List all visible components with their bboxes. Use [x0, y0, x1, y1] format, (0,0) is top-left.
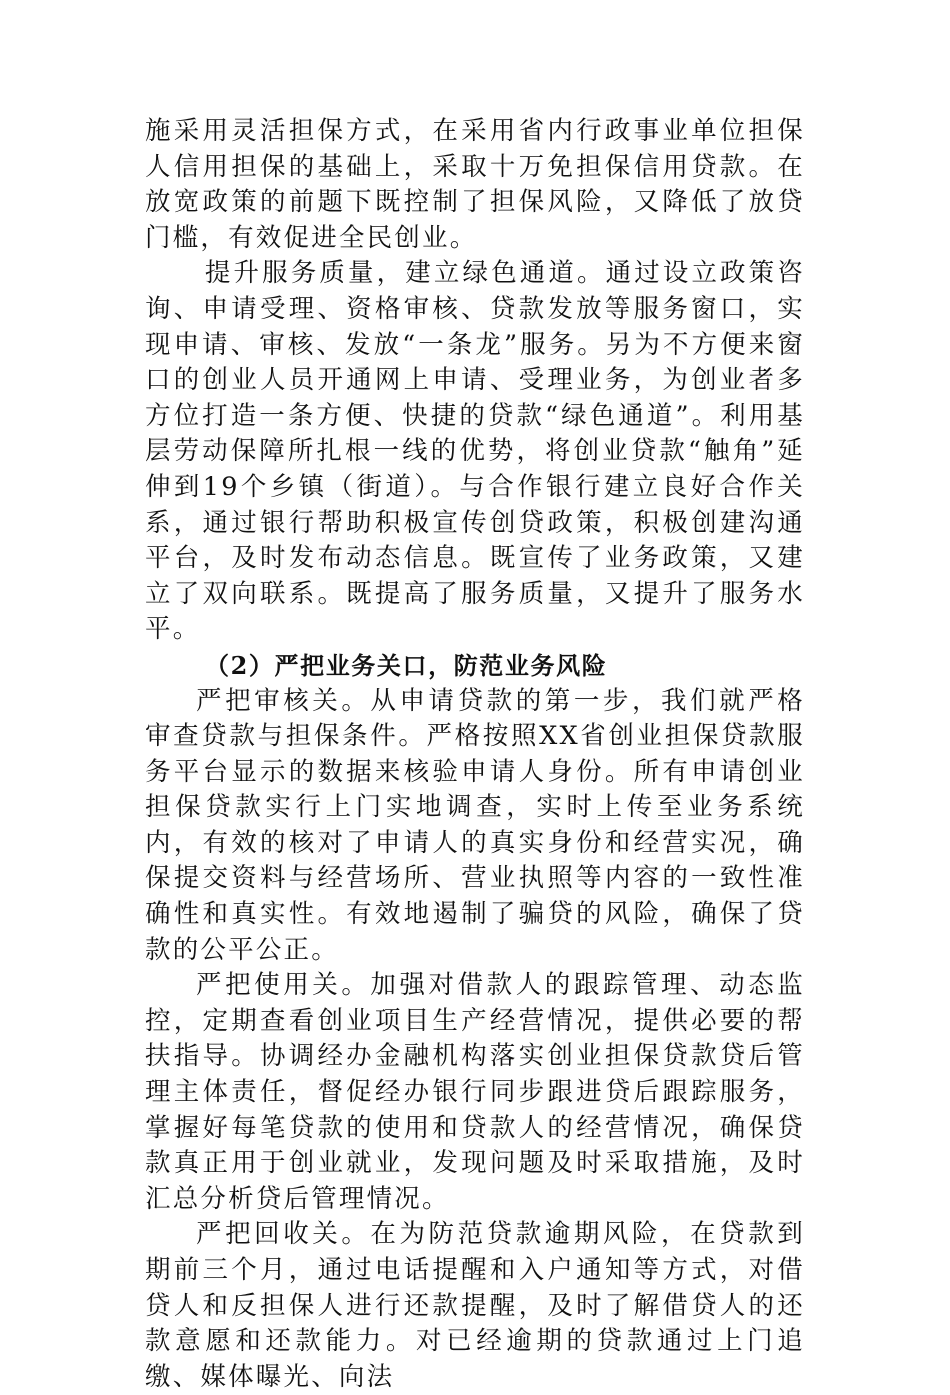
body-paragraph-review: 严把审核关。从申请贷款的第一步，我们就严格审查贷款与担保条件。严格按照XX省创业担保贷款服务平台显示的数据来核验申请人身份。所有申请创业担保贷款实行上门实地调查，实时上传至业务系统内，有效的核对了申请人的真实身份和经营实况，确保提交资料与经营场所、营业执照等内容的一致性准确性和真实性。有效地遏制了骗贷的风险，确保了贷款的公平公正。	[145, 685, 805, 965]
body-paragraph-green-channel: 提升服务质量，建立绿色通道。通过设立政策咨询、申请受理、资格审核、贷款发放等服务窗口，实现申请、审核、发放“一条龙”服务。另为不方便来窗口的创业人员开通网上申请、受理业务，为创业者多方位打造一条方便、快捷的贷款“绿色通道”。利用基层劳动保障所扎根一线的优势，将创业贷款“触角”延伸到19个乡镇（街道）。与合作银行建立良好合作关系，通过银行帮助积极宣传创贷政策，积极创建沟通平台，及时发布动态信息。既宣传了业务政策，又建立了双向联系。既提高了服务质量，又提升了服务水平。	[145, 258, 805, 645]
body-paragraph-usage: 严把使用关。加强对借款人的跟踪管理、动态监控，定期查看创业项目生产经营情况，提供必要的帮扶指导。协调经办金融机构落实创业担保贷款贷后管理主体责任，督促经办银行同步跟进贷后跟踪服务，掌握好每笔贷款的使用和贷款人的经营情况，确保贷款真正用于创业就业，发现问题及时采取措施，及时汇总分析贷后管理情况。	[145, 970, 805, 1214]
document-page	[145, 114, 805, 1395]
section-heading: （2）严把业务关口，防范业务风险	[205, 650, 608, 680]
body-paragraph-continued: 施采用灵活担保方式，在采用省内行政事业单位担保人信用担保的基础上，采取十万免担保信用贷款。在放宽政策的前题下既控制了担保风险，又降低了放贷门槛，有效促进全民创业。	[145, 116, 805, 253]
body-paragraph-recovery: 严把回收关。在为防范贷款逾期风险，在贷款到期前三个月，通过电话提醒和入户通知等方式，对借贷人和反担保人进行还款提醒，及时了解借贷人的还款意愿和还款能力。对已经逾期的贷款通过上门追缴、媒体曝光、向法	[145, 1219, 805, 1392]
